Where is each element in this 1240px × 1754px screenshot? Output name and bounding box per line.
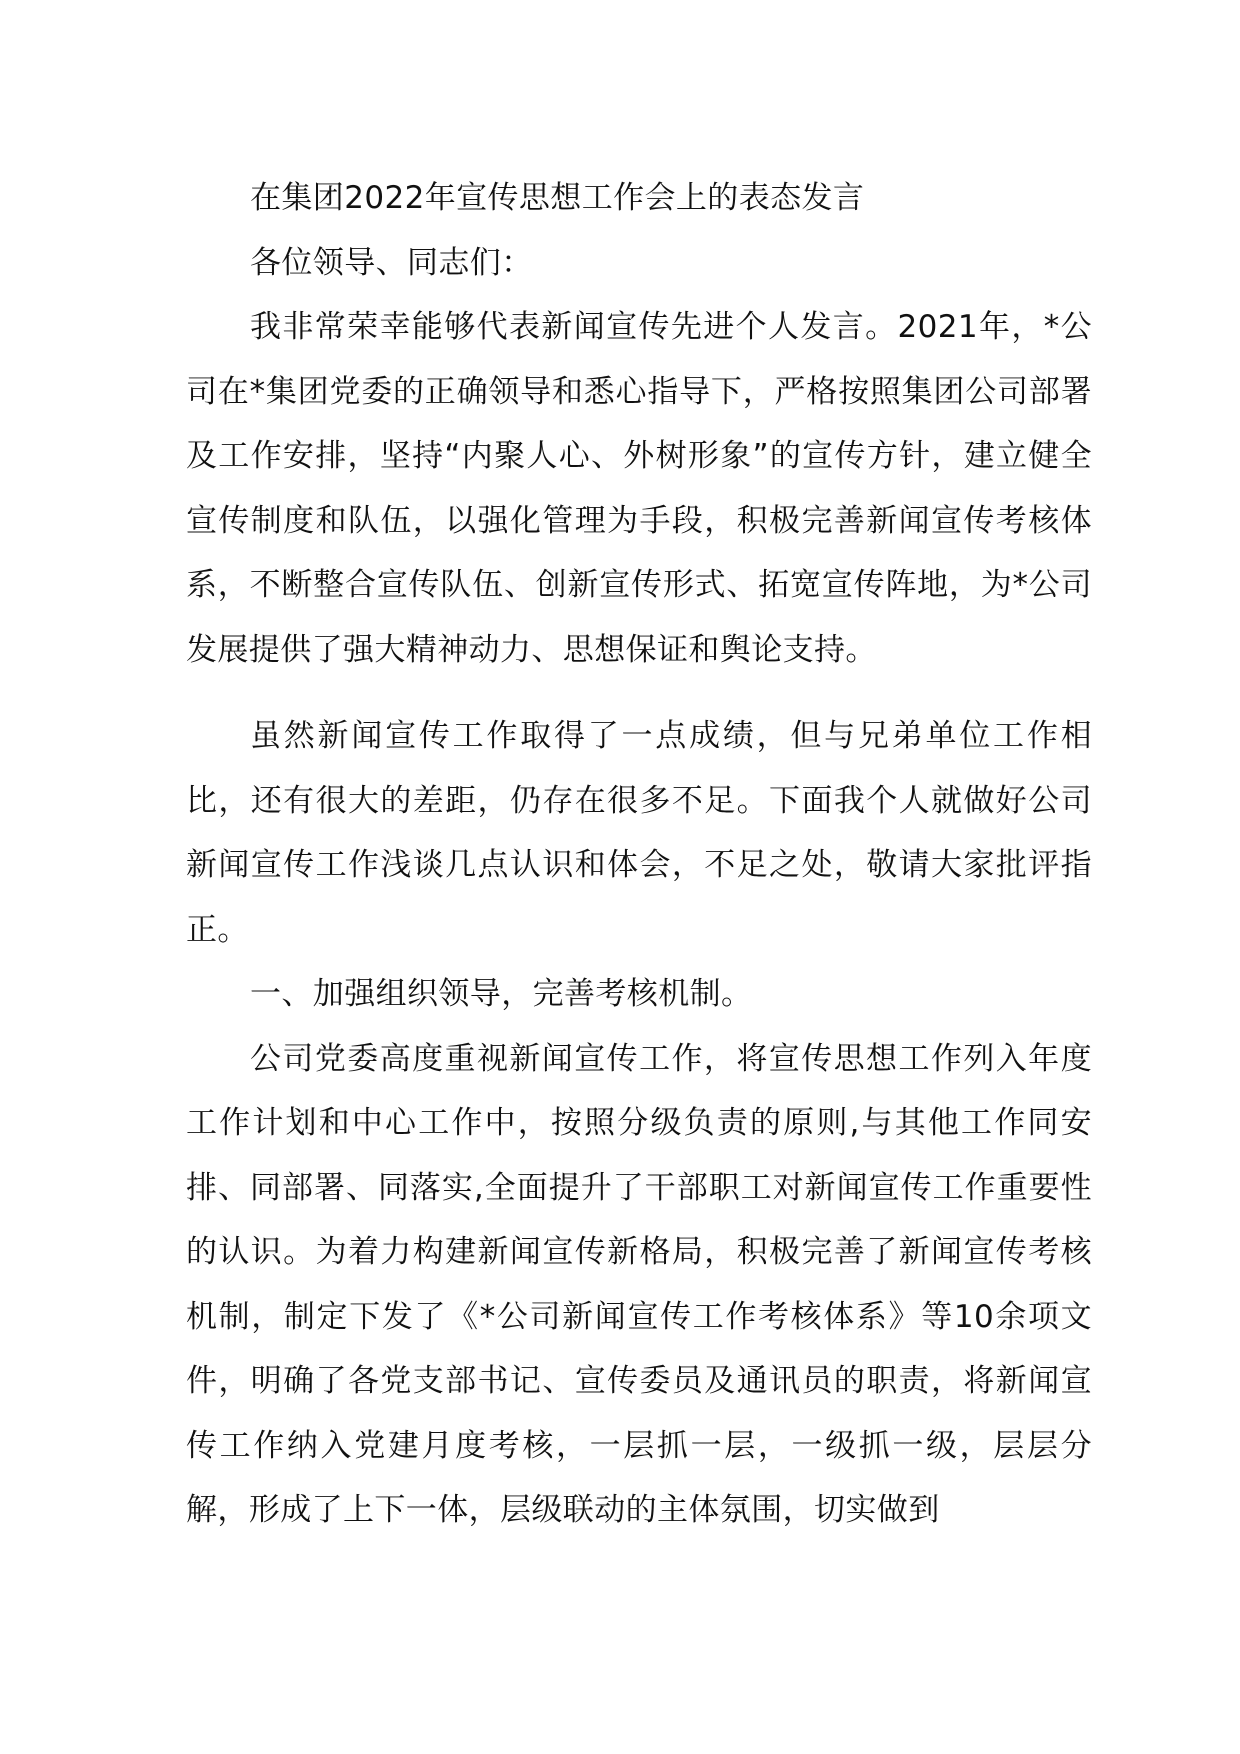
section-paragraph: 公司党委高度重视新闻宣传工作，将宣传思想工作列入年度工作计划和中心工作中，按照分级负责的原则,与其他工作同安排、同部署、同落实,全面提升了干部职工对新闻宣传工作重要性的认识。为着力构建新闻宣传新格局，积极完善了新闻宣传考核机制，制定下发了《*公司新闻宣传工作考核体系》等10余项文件，明确了各党支部书记、宣传委员及通讯员的职责，将新闻宣传工作纳入党建月度考核，一层抓一层，一级抓一级，层层分解，形成了上下一体，层级联动的主体氛围，切实做到 [186, 1040, 1092, 1528]
document-body [186, 166, 1092, 1543]
paragraph-intro: 我非常荣幸能够代表新闻宣传先进个人发言。2021年，*公司在*集团党委的正确领导和悉心指导下，严格按照集团公司部署及工作安排，坚持“内聚人心、外树形象”的宣传方针，建立健全宣传制度和队伍，以强化管理为手段，积极完善新闻宣传考核体系，不断整合宣传队伍、创新宣传形式、拓宽宣传阵地，为*公司发展提供了强大精神动力、思想保证和舆论支持。 [186, 309, 1092, 668]
section-heading: 一、加强组织领导，完善考核机制。 [250, 976, 753, 1012]
salutation: 各位领导、同志们： [250, 244, 533, 281]
document-title: 在集团2022年宣传思想工作会上的表态发言 [250, 180, 865, 216]
paragraph-shortcomings: 虽然新闻宣传工作取得了一点成绩，但与兄弟单位工作相比，还有很大的差距，仍存在很多不足。下面我个人就做好公司新闻宣传工作浅谈几点认识和体会，不足之处，敬请大家批评指正。 [186, 718, 1092, 948]
